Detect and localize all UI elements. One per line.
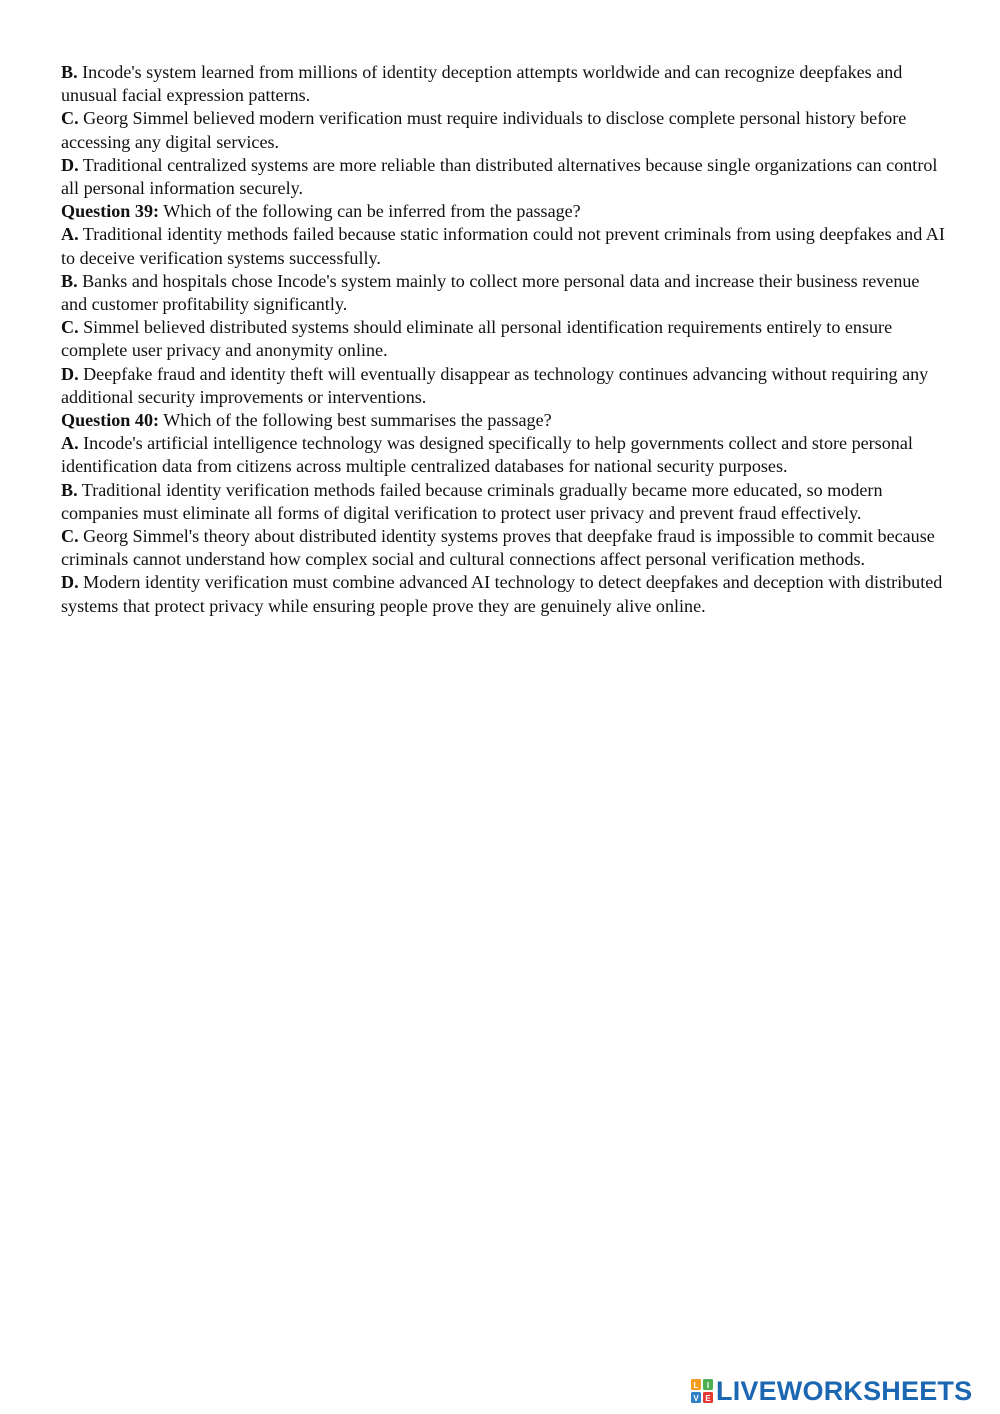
option-text: Georg Simmel believed modern verification must require individuals to disclose complete personal history before accessing any digital services. — [61, 108, 907, 152]
worksheet-content — [61, 61, 946, 618]
q38-option-b — [61, 61, 946, 107]
logo-text: LIVEWORKSHEETS — [716, 1376, 973, 1406]
option-text: Traditional centralized systems are more reliable than distributed alternatives because single organizations can control all personal information securely. — [61, 154, 938, 199]
option-label: D. — [61, 363, 79, 384]
option-label: C. — [61, 108, 79, 129]
q40-option-d — [61, 571, 946, 617]
option-label: C. — [61, 317, 79, 338]
q39-option-b — [61, 270, 946, 316]
option-label: B. — [61, 479, 78, 500]
option-text: Georg Simmel's theory about distributed identity systems proves that deepfake fraud is impossible to commit because criminals cannot understand how complex social and cultural connections affect personal verification methods. — [61, 526, 935, 570]
option-label: B. — [61, 270, 78, 291]
logo-mark-letter: I — [706, 1381, 710, 1390]
option-text: Simmel believed distributed systems should eliminate all personal identification requirements entirely to ensure complete user privacy and anonymity online. — [61, 317, 893, 361]
question-prompt: Which of the following can be inferred from the passage? — [159, 201, 581, 222]
liveworksheets-mark-icon — [691, 1379, 713, 1403]
option-label: C. — [61, 526, 79, 547]
liveworksheets-logo — [691, 1376, 972, 1406]
question-label: Question 39: — [61, 201, 160, 222]
option-text: Banks and hospitals chose Incode's system mainly to collect more personal data and increase their business revenue and customer profitability significantly. — [61, 270, 920, 315]
q39-option-c — [61, 316, 946, 362]
logo-mark-letter: E — [705, 1394, 711, 1403]
option-label: A. — [61, 433, 79, 454]
q39-option-a — [61, 223, 946, 269]
question-label: Question 40: — [61, 410, 160, 431]
option-text: Traditional identity verification methods failed because criminals gradually became more educated, so modern companies must eliminate all forms of digital verification to protect user privacy and prevent fraud effectively. — [61, 479, 883, 523]
q38-option-c — [61, 107, 946, 153]
option-text: Modern identity verification must combine advanced AI technology to detect deepfakes and deception with distributed systems that protect privacy while ensuring people prove they are genuinely alive online. — [61, 572, 943, 616]
q39-option-d — [61, 363, 946, 409]
option-text: Traditional identity methods failed because static information could not prevent criminals from using deepfakes and AI to deceive verification systems successfully. — [61, 224, 945, 268]
logo-mark-letter: V — [693, 1394, 699, 1403]
option-label: D. — [61, 572, 79, 593]
option-text: Deepfake fraud and identity theft will eventually disappear as technology continues advancing without requiring any additional security improvements or interventions. — [61, 363, 929, 407]
q40-option-a — [61, 432, 946, 478]
logo-mark-letter: L — [693, 1381, 699, 1390]
q40-option-b — [61, 479, 946, 525]
question-40 — [61, 409, 946, 432]
question-39 — [61, 200, 946, 223]
question-prompt: Which of the following best summarises the passage? — [159, 410, 552, 431]
q40-option-c — [61, 525, 946, 571]
option-label: B. — [61, 62, 78, 82]
q38-option-d — [61, 154, 946, 200]
option-text: Incode's system learned from millions of identity deception attempts worldwide and can recognize deepfakes and unusual facial expression patterns. — [61, 62, 903, 106]
option-text: Incode's artificial intelligence technology was designed specifically to help governments collect and store personal identification data from citizens across multiple centralized databases for national security purposes. — [61, 433, 913, 477]
option-label: A. — [61, 224, 79, 245]
option-label: D. — [61, 154, 79, 175]
